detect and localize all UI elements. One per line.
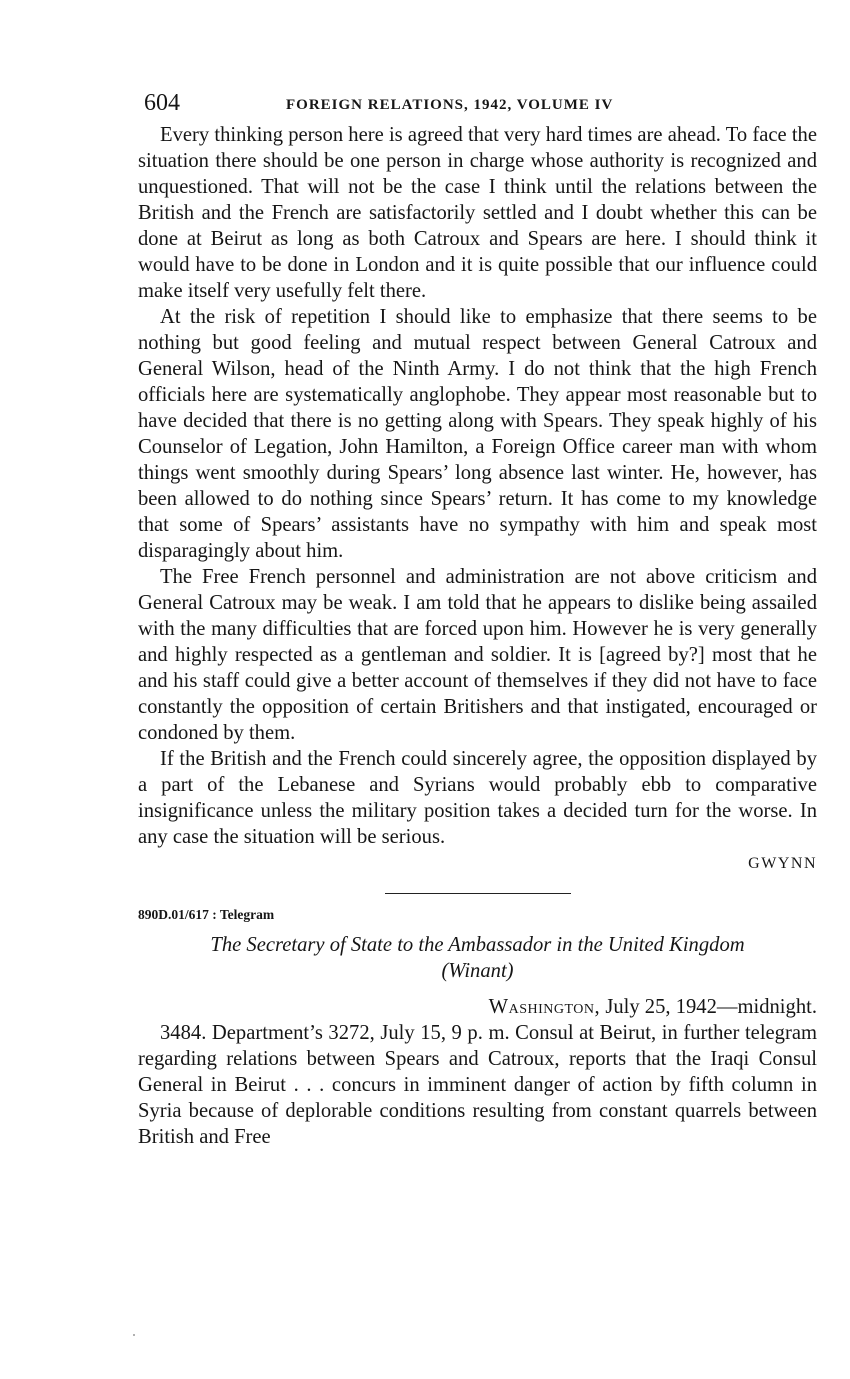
telegram-opening-paragraph: 3484. Department’s 3272, July 15, 9 p. m. Consul at Beirut, in further telegram regarding relations between Spears and Catroux, reports that the Iraqi Consul General in Beirut . . . concurs in imminent danger of action by fifth column in Syria because of deplorable conditions resulting from constant quarrels between British and Free — [138, 1022, 817, 1148]
file-number: 890D.01/617 : Telegram — [138, 907, 275, 922]
signature: GWYNN — [748, 855, 817, 872]
running-head — [138, 88, 817, 122]
document-page — [138, 88, 817, 1150]
running-title: FOREIGN RELATIONS, 1942, VOLUME IV — [286, 97, 614, 113]
document-title-line-1: The Secretary of State to the Ambassador in the United Kingdom — [210, 934, 745, 956]
paragraph-4: If the British and the French could sincerely agree, the opposition displayed by a part of the Lebanese and Syrians would probably ebb to comparative insignificance unless the military position takes a decided turn for the worse. In any case the situation will be serious. — [138, 748, 817, 848]
scan-speck — [133, 1334, 135, 1336]
page-number: 604 — [144, 90, 180, 116]
section-divider — [385, 893, 571, 894]
dateline — [138, 994, 817, 1020]
dateline-date: July 25, 1942—midnight. — [600, 996, 817, 1018]
paragraph-3: The Free French personnel and administration are not above criticism and General Catroux may be weak. I am told that he appears to dislike being assailed with the many difficulties that are forced upon him. However he is very generally and highly respected as a gentleman and soldier. It is [agreed by?] most that he and his staff could give a better account of themselves if they did not have to face constantly the opposition of certain Britishers and that instigated, encouraged or condoned by them. — [138, 566, 817, 744]
document-title — [138, 932, 817, 984]
dateline-place: Washington, — [488, 996, 601, 1018]
paragraph-2: At the risk of repetition I should like to emphasize that there seems to be nothing but good feeling and mutual respect between General Catroux and General Wilson, head of the Ninth Army. I do not think that the high French officials here are systematically anglophobe. They appear most reasonable but to have decided that there is no getting along with Spears. They speak highly of his Counselor of Legation, John Hamilton, a Foreign Office career man with whom things went smoothly during Spears’ long absence last winter. He, however, has been allowed to do nothing since Spears’ return. It has come to my knowledge that some of Spears’ assistants have no sympathy with him and speak most disparagingly about him. — [138, 306, 817, 562]
document-title-line-2: (Winant) — [441, 960, 514, 982]
paragraph-1: Every thinking person here is agreed that very hard times are ahead. To face the situation there should be one person in charge whose authority is recognized and unquestioned. That will not be the case I think until the relations between the British and the French are satisfactorily settled and I doubt whether this can be done at Beirut as long as both Catroux and Spears are here. I should think it would have to be done in London and it is quite possible that our influence could make itself very usefully felt there. — [138, 124, 817, 302]
